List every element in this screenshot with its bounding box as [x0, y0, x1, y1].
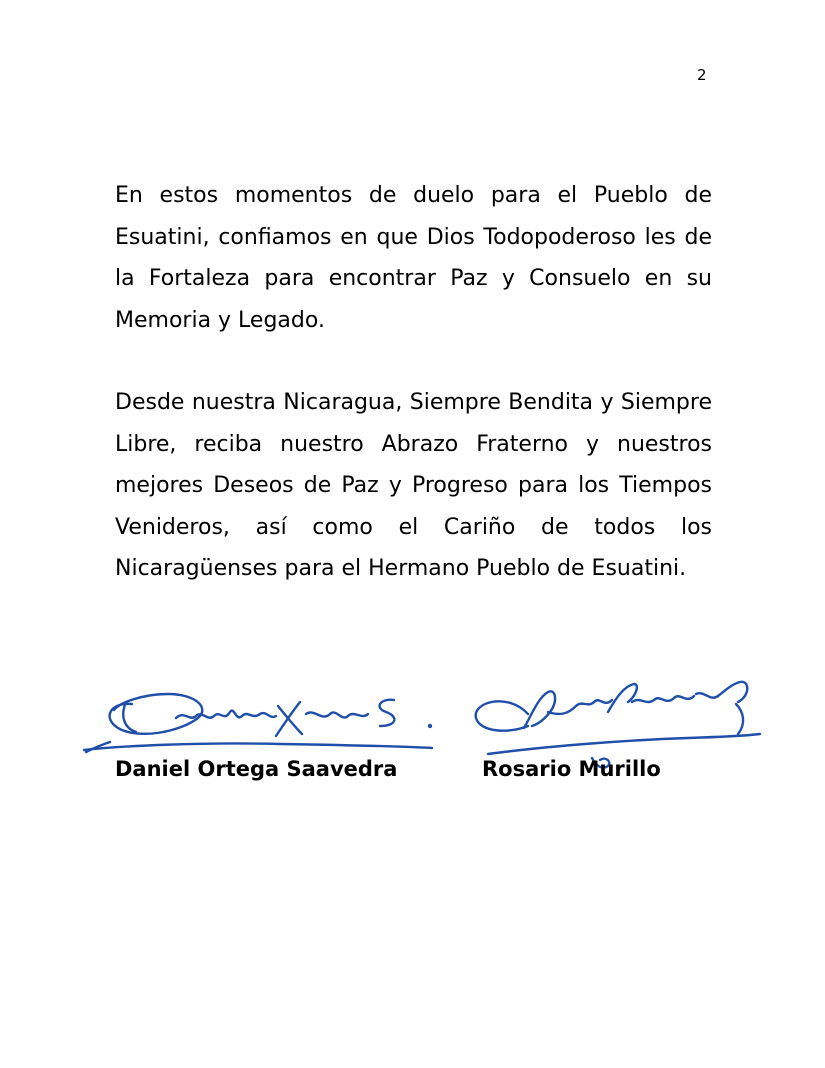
letter-paragraph-2: Desde nuestra Nicaragua, Siempre Bendita y Siempre Libre, reciba nuestro Abrazo Fraterno y nuestros mejores Deseos de Paz y Progreso para los Tiempos Venideros, así como el Cariño de todos los Nicaragüenses para el Hermano Pueblo de Esuatini. [115, 390, 712, 581]
signatory-name-ortega: Daniel Ortega Saavedra [115, 757, 398, 781]
page-number: 2 [697, 66, 707, 84]
signature-ortega [80, 682, 440, 762]
signatory-name-murillo: Rosario Murillo [482, 757, 661, 781]
letter-paragraph-1: En estos momentos de duelo para el Pueblo de Esuatini, confiamos en que Dios Todopoderoso les de la Fortaleza para encontrar Paz y Consuelo en su Memoria y Legado. [115, 183, 712, 333]
